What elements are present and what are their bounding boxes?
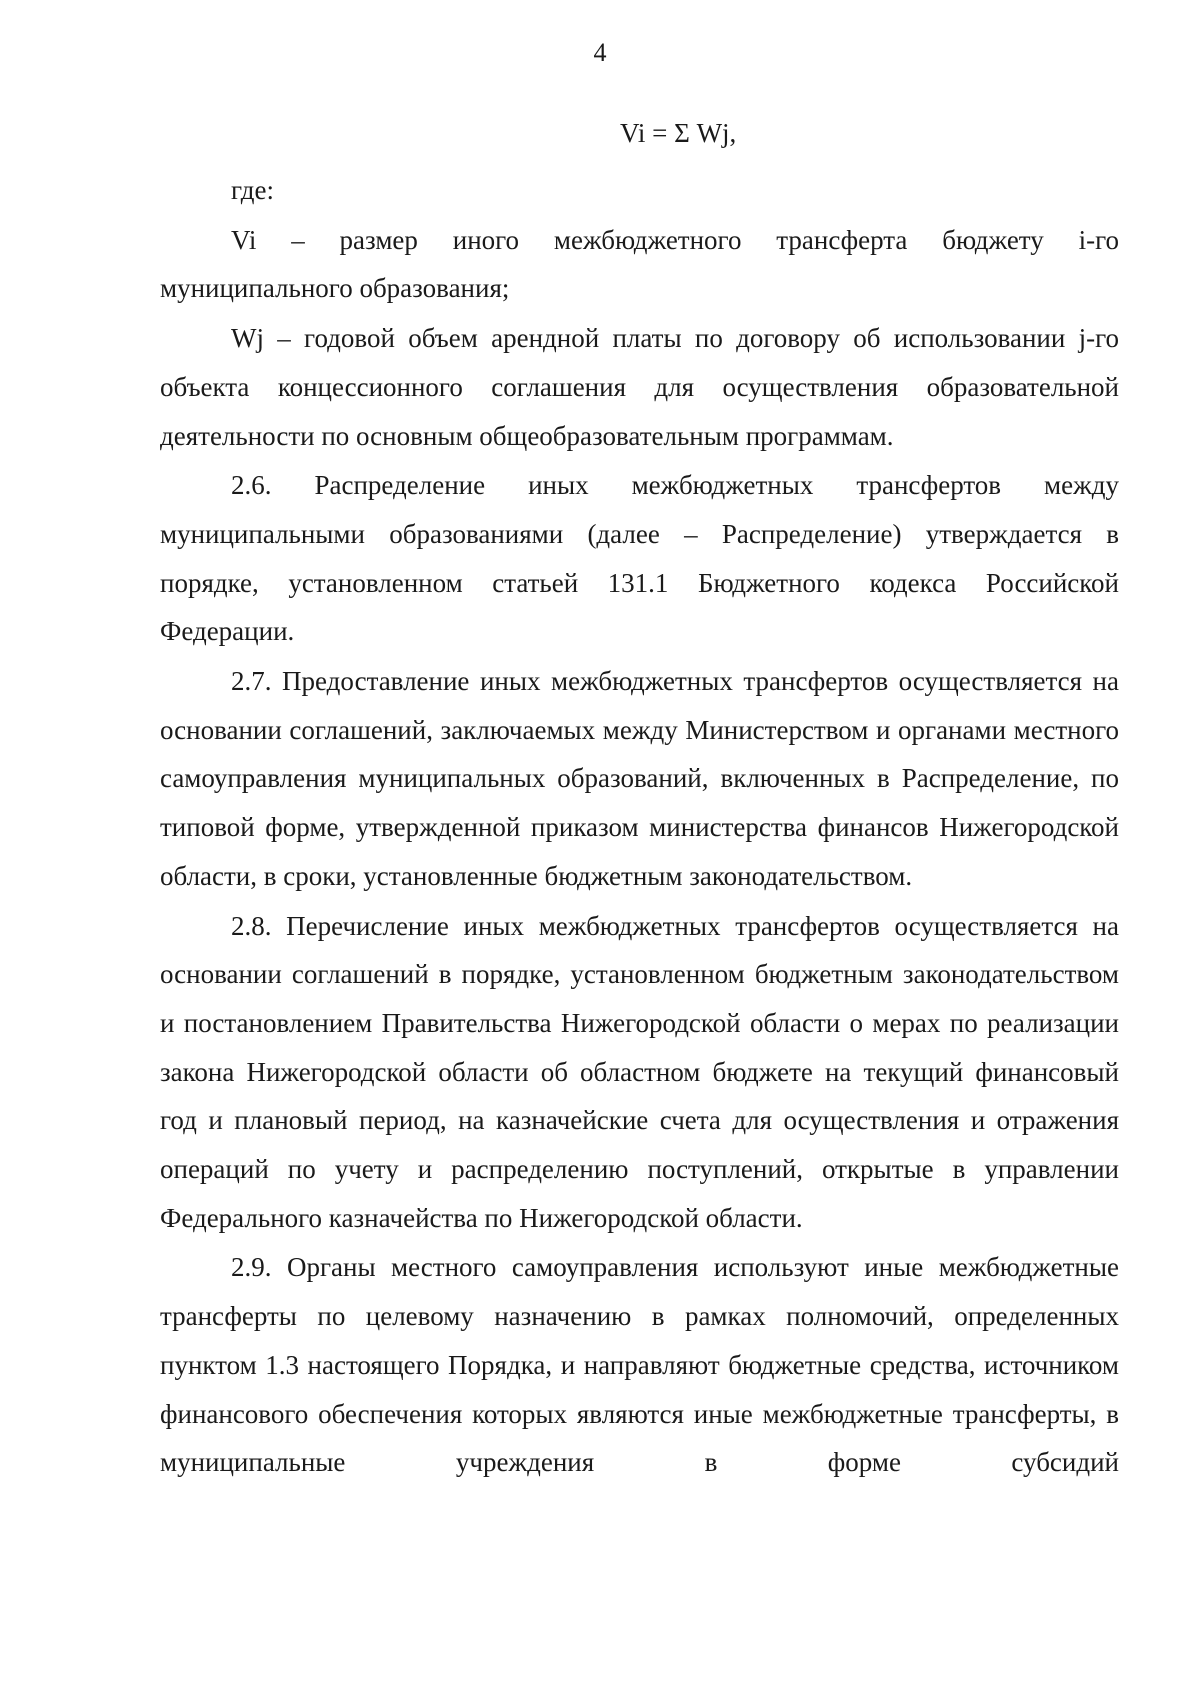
paragraph-2-6: 2.6. Распределение иных межбюджетных трансфертов между муниципальными образованиями (далее – Распределение) утверждается в порядке, установленном статьей 131.1 Бюджетного кодекса Российской Федерации.: [160, 470, 1119, 647]
page-number: 4: [593, 38, 607, 67]
document-body: [160, 108, 1119, 1488]
paragraph-vi-definition: Vi – размер иного межбюджетного трансферта бюджету i-го муниципального образования;: [160, 224, 1119, 304]
paragraph-2-9: 2.9. Органы местного самоуправления используют иные межбюджетные трансферты по целевому назначению в рамках полномочий, определенных пунктом 1.3 настоящего Порядка, и направляют бюджетные средства, источником финансового обеспечения которых являются иные межбюджетные трансферты, в муниципальные учреждения в форме субсидий: [160, 1252, 1119, 1478]
paragraph-wj-definition: Wj – годовой объем арендной платы по договору об использовании j-го объекта концессионного соглашения для осуществления образовательной деятельности по основным общеобразовательным программам.: [160, 323, 1119, 451]
paragraph-2-8: 2.8. Перечисление иных межбюджетных трансфертов осуществляется на основании соглашений в порядке, установленном бюджетным законодательством и постановлением Правительства Нижегородской области о мерах по реализации закона Нижегородской области об областном бюджете на текущий финансовый год и плановый период, на казначейские счета для осуществления и отражения операций по учету и распределению поступлений, открытые в управлении Федерального казначейства по Нижегородской области.: [160, 910, 1119, 1233]
paragraph-2-7: 2.7. Предоставление иных межбюджетных трансфертов осуществляется на основании соглашений, заключаемых между Министерством и органами местного самоуправления муниципальных образований, включенных в Распределение, по типовой форме, утвержденной приказом министерства финансов Нижегородской области, в сроки, установленные бюджетным законодательством.: [160, 666, 1119, 891]
formula: Vi = Σ Wj,: [620, 118, 737, 148]
paragraph-where: где:: [231, 175, 274, 205]
